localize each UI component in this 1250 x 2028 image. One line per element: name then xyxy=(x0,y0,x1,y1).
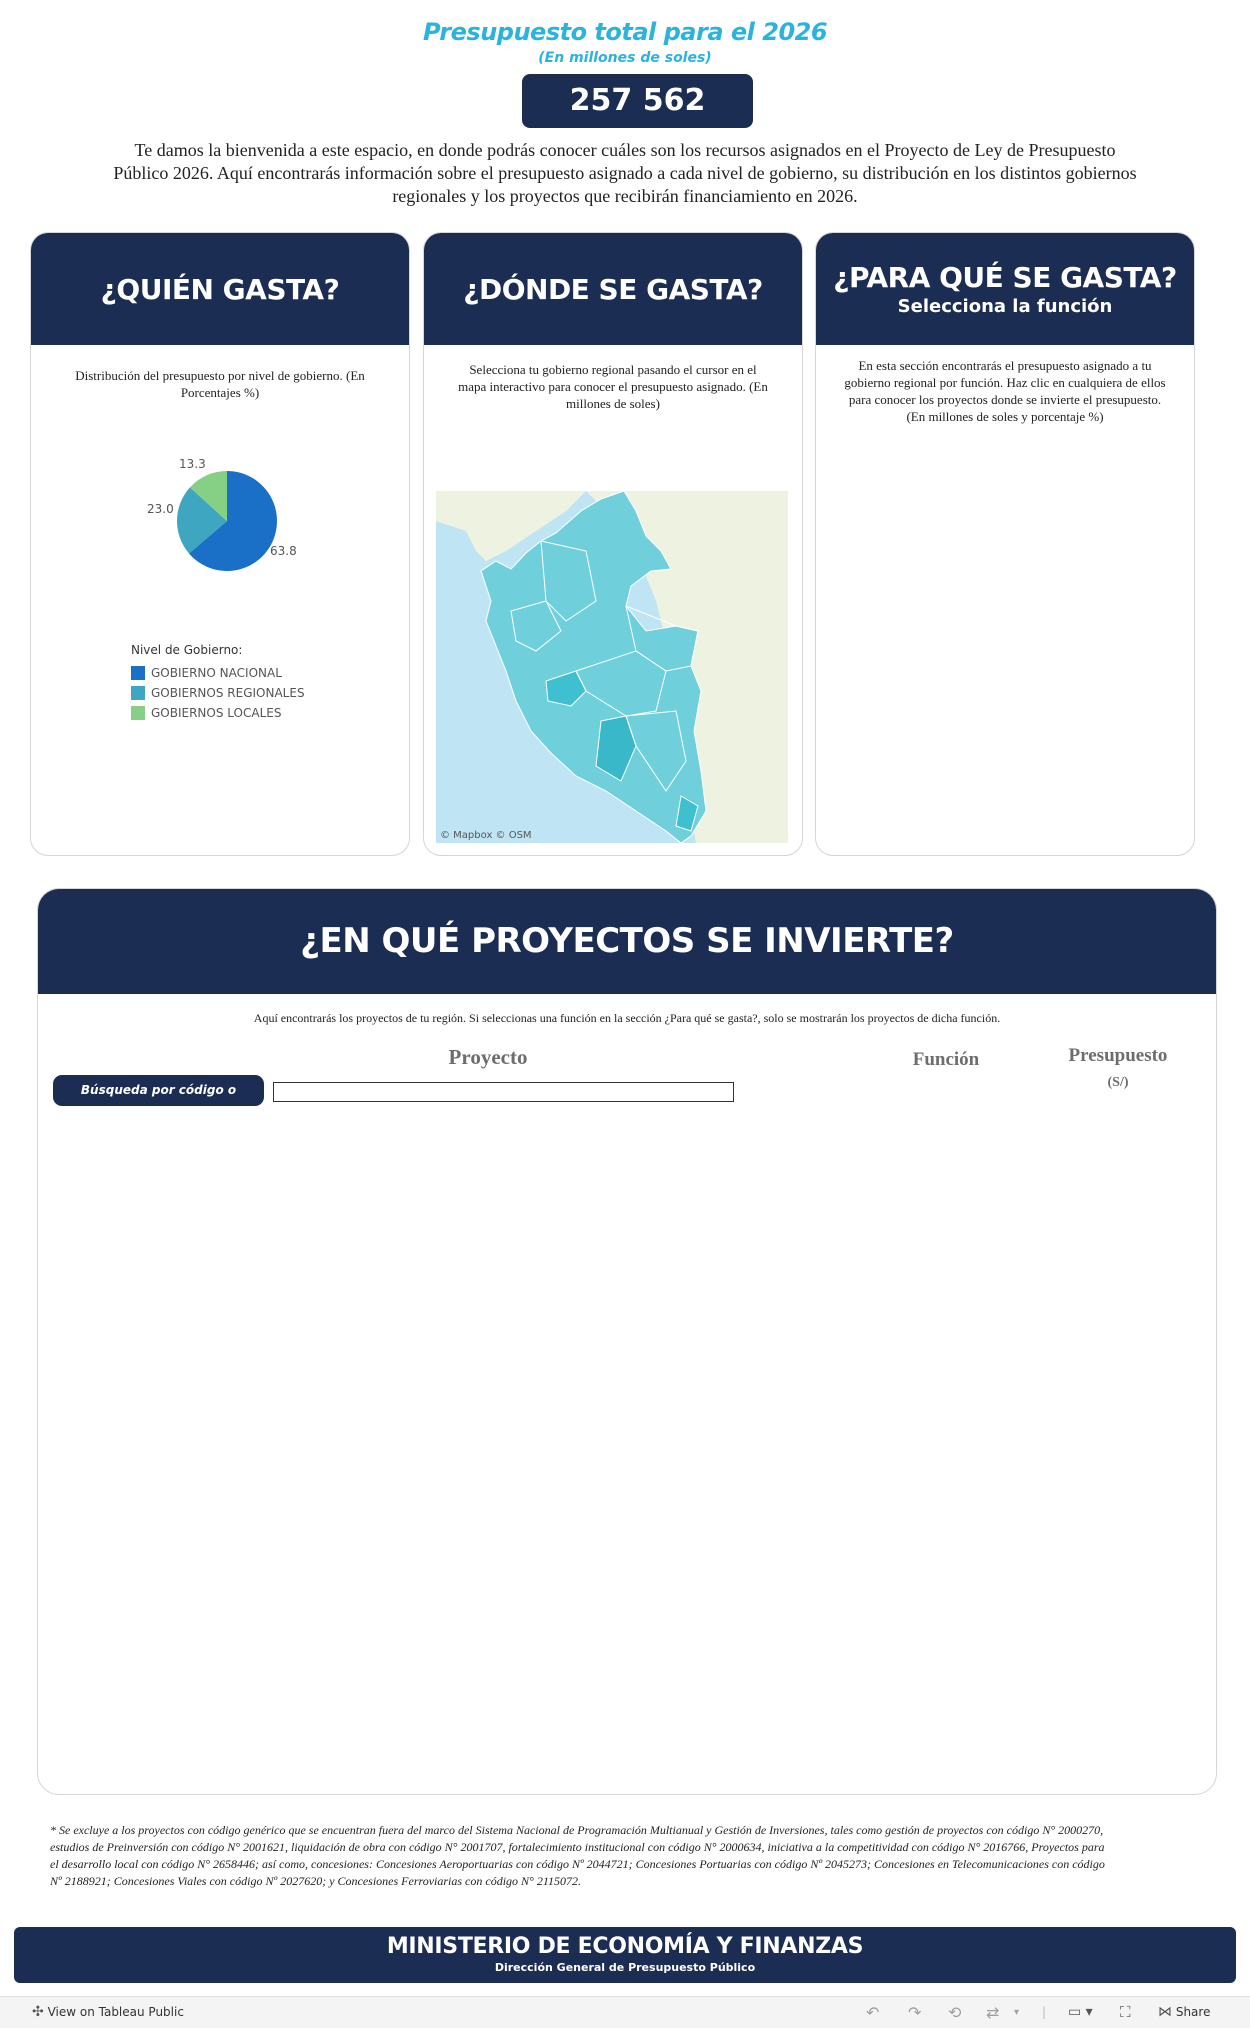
legend-swatch xyxy=(131,666,145,680)
map-canvas xyxy=(436,491,788,843)
quien-gasta-heading: ¿QUIÉN GASTA? xyxy=(100,272,340,306)
revert-icon[interactable]: ⟲ xyxy=(948,2003,962,2022)
undo-icon[interactable]: ↶ xyxy=(866,2003,880,2022)
view-on-tableau-link[interactable] xyxy=(32,1997,184,2028)
proyectos-card xyxy=(37,888,1217,1795)
direction-name: Dirección General de Presupuesto Público xyxy=(494,1961,756,1974)
search-input[interactable] xyxy=(273,1082,734,1102)
para-que-gasta-desc: En esta sección encontrarás el presupuesto asignado a tu gobierno regional por función. Haz clic en cualquiera de ellos para conocer los proyectos donde se invierte el presupuesto. (En millones de soles y porcentaje %) xyxy=(844,358,1166,424)
col-header-funcion[interactable]: Función xyxy=(912,1049,980,1070)
donde-gasta-desc: Selecciona tu gobierno regional pasando el cursor en el mapa interactivo para conocer el presupuesto asignado. (En millones de soles) xyxy=(458,362,768,411)
tableau-icon: ✣ xyxy=(32,2004,44,2020)
donde-gasta-heading: ¿DÓNDE SE GASTA? xyxy=(463,272,763,306)
legend-label: GOBIERNOS LOCALES xyxy=(151,706,282,720)
intro-text: Te damos la bienvenida a este espacio, en donde podrás conocer cuáles son los recursos asignados en el Proyecto de Ley de Presupuesto Público 2026. Aquí encontrarás información sobre el presupuesto asignado a cada nivel de gobierno, su distribución en los distintos gobiernos regionales y los proyectos que recibirán financiamiento en 2026. xyxy=(113,140,1137,206)
col-header-proyecto[interactable]: Proyecto xyxy=(448,1045,528,1069)
legend-swatch xyxy=(131,706,145,720)
legend-swatch xyxy=(131,686,145,700)
page-title: Presupuesto total para el 2026 xyxy=(422,18,828,46)
total-budget-badge: 257 562 xyxy=(522,74,753,128)
map-credit[interactable]: © Mapbox © OSM xyxy=(440,830,532,841)
proyectos-heading: ¿EN QUÉ PROYECTOS SE INVIERTE? xyxy=(38,889,1216,994)
quien-gasta-card xyxy=(30,232,410,856)
chevron-down-icon[interactable]: ▾ xyxy=(1014,2007,1020,2018)
pie-legend xyxy=(131,643,305,723)
peru-region-map[interactable] xyxy=(436,491,788,843)
share-button[interactable] xyxy=(1158,1997,1210,2028)
pie-label-regionales: 23.0 xyxy=(147,502,174,516)
redo-icon[interactable]: ↷ xyxy=(908,2003,922,2022)
budget-pie-chart[interactable] xyxy=(175,469,279,573)
col-header-presupuesto[interactable]: Presupuesto xyxy=(1068,1045,1168,1066)
proyectos-desc: Aquí encontrarás los proyectos de tu región. Si seleccionas una función en la sección ¿Para qué se gasta?, solo se mostrarán los proyectos de dicha función. xyxy=(253,1011,1001,1025)
quien-gasta-header xyxy=(31,233,409,345)
legend-label: GOBIERNO NACIONAL xyxy=(151,666,282,680)
quien-gasta-desc: Distribución del presupuesto por nivel de gobierno. (En Porcentajes %) xyxy=(75,368,365,400)
search-label-button[interactable]: Búsqueda por código o nombre xyxy=(53,1075,264,1106)
legend-title: Nivel de Gobierno: xyxy=(131,643,243,657)
col-header-presupuesto-unit: (S/) xyxy=(1107,1075,1129,1090)
tableau-toolbar xyxy=(0,1996,1250,2028)
pie-label-locales: 13.3 xyxy=(179,457,206,471)
download-icon[interactable]: ▭ ▾ xyxy=(1068,2004,1093,2020)
legend-label: GOBIERNOS REGIONALES xyxy=(151,686,305,700)
para-que-gasta-heading: ¿PARA QUÉ SE GASTA? xyxy=(833,261,1177,294)
share-icon: ⋈ xyxy=(1158,2004,1172,2020)
legend-item-nacional[interactable] xyxy=(131,663,305,683)
legend-item-regionales[interactable] xyxy=(131,683,305,703)
para-que-gasta-card xyxy=(815,232,1195,856)
page-subtitle: (En millones de soles) xyxy=(538,50,712,66)
view-on-tableau-label: View on Tableau Public xyxy=(47,2005,184,2019)
share-label: Share xyxy=(1175,2005,1211,2019)
ministry-name: MINISTERIO DE ECONOMÍA Y FINANZAS xyxy=(386,1934,864,1959)
donde-gasta-card xyxy=(423,232,803,856)
para-que-gasta-subheading: Selecciona la función xyxy=(897,296,1113,317)
legend-item-locales[interactable] xyxy=(131,703,305,723)
footer-banner xyxy=(14,1927,1236,1983)
pie-label-nacional: 63.8 xyxy=(270,544,297,558)
para-que-gasta-header xyxy=(816,233,1194,345)
donde-gasta-header xyxy=(424,233,802,345)
footnote: * Se excluye a los proyectos con código genérico que se encuentran fuera del marco del Sistema Nacional de Programación Multianual y Gestión de Inversiones, tales como gestión de proyectos con código N° 2000270, estudios de Preinversión con código N° 2001621, liquidación de obra con código N° 2001707, fortalecimiento institucional con código N° 2000634, iniciativa a la competitividad con código N° 2016766, Proyectos para el desarrollo local con código N° 2658446; así como, concesiones: Concesiones Aeroportuarias con código Nº 2044721; Concesiones Portuarias con código Nº 2045273; Concesiones en Telecomunicaciones con código Nº 2188921; Concesiones Viales con código Nº 2027620; y Concesiones Ferroviarias con código N° 2115072. xyxy=(50,1823,1105,1888)
toolbar-divider: | xyxy=(1042,2005,1047,2019)
refresh-icon[interactable]: ⇄ xyxy=(986,2003,1000,2022)
fullscreen-icon[interactable]: ⛶ xyxy=(1120,2003,1131,2021)
